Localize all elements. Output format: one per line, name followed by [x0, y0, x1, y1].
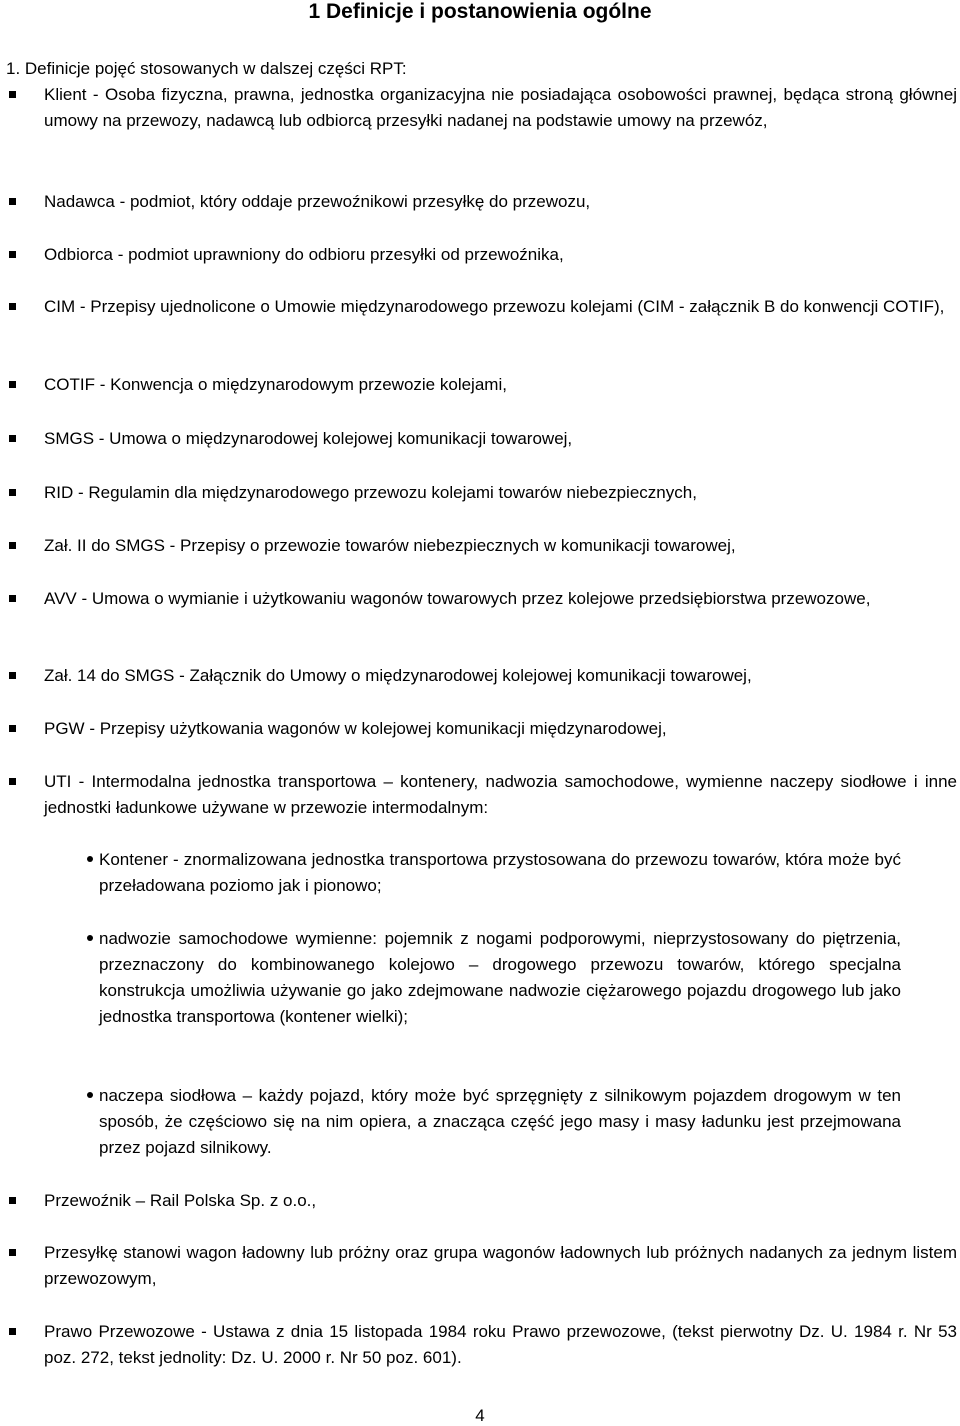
definition-item-nadawca	[44, 189, 957, 215]
square-bullet-icon	[9, 381, 16, 388]
definition-text: AVV - Umowa o wymianie i użytkowaniu wagonów towarowych przez kolejowe przedsiębiorstwa przewozowe,	[44, 589, 871, 608]
definition-item-cotif	[44, 372, 957, 398]
square-bullet-icon	[9, 725, 16, 732]
definition-text: Odbiorca - podmiot uprawniony do odbioru przesyłki od przewoźnika,	[44, 245, 564, 264]
square-bullet-icon	[9, 1328, 16, 1335]
definition-item-zal-14-smgs	[44, 663, 957, 689]
definitions-intro: 1. Definicje pojęć stosowanych w dalszej części RPT:	[6, 59, 407, 78]
definition-item-zal-ii-smgs	[44, 533, 957, 559]
definition-text: RID - Regulamin dla międzynarodowego przewozu kolejami towarów niebezpiecznych,	[44, 483, 697, 502]
definition-item-rid	[44, 480, 957, 506]
square-bullet-icon	[9, 251, 16, 258]
page-number: 4	[475, 1406, 485, 1425]
definition-text: CIM - Przepisy ujednolicone o Umowie międzynarodowego przewozu kolejami (CIM - załącznik B do konwencji COTIF),	[44, 297, 945, 316]
definition-text: Nadawca - podmiot, który oddaje przewoźnikowi przesyłkę do przewozu,	[44, 192, 591, 211]
definition-item-cim	[44, 294, 957, 320]
definition-text: UTI - Intermodalna jednostka transportowa – kontenery, nadwozia samochodowe, wymienne naczepy siodłowe i inne jednostki ładunkowe używane w przewozie intermodalnym:	[44, 772, 957, 817]
definition-item-prawo-przewozowe	[44, 1319, 957, 1371]
definition-text: Zał. 14 do SMGS - Załącznik do Umowy o międzynarodowej kolejowej komunikacji towarowej,	[44, 666, 752, 685]
definition-text: Przesyłkę stanowi wagon ładowny lub próżny oraz grupa wagonów ładownych lub próżnych nadanych za jednym listem przewozowym,	[44, 1243, 957, 1288]
round-bullet-icon	[87, 856, 93, 862]
section-heading: 1 Definicje i postanowienia ogólne	[308, 0, 652, 23]
definition-text: COTIF - Konwencja o międzynarodowym przewozie kolejami,	[44, 375, 507, 394]
subitem-text: nadwozie samochodowe wymienne: pojemnik z nogami podporowymi, nieprzystosowany do piętrzenia, przeznaczony do kombinowanego kolejowo – drogowego przewozu towarów, którego specjalna konstrukcja umożliwia używanie go jako zdejmowane nadwozie ciężarowego pojazdu drogowego lub jako jednostka transportowa (kontener wielki);	[99, 929, 901, 1026]
square-bullet-icon	[9, 595, 16, 602]
definition-text: SMGS - Umowa o międzynarodowej kolejowej komunikacji towarowej,	[44, 429, 573, 448]
square-bullet-icon	[9, 1197, 16, 1204]
subitem-text: Kontener - znormalizowana jednostka transportowa przystosowana do przewozu towarów, która może być przeładowana poziomo jak i pionowo;	[99, 850, 901, 895]
round-bullet-icon	[87, 935, 93, 941]
definition-text: Klient - Osoba fizyczna, prawna, jednostka organizacyjna nie posiadająca osobowości prawnej, będąca stroną głównej umowy na przewozy, nadawcą lub odbiorcą przesyłki nadanej na podstawie umowy na przewóz,	[44, 85, 957, 130]
square-bullet-icon	[9, 489, 16, 496]
definition-text: Przewoźnik – Rail Polska Sp. z o.o.,	[44, 1191, 317, 1210]
square-bullet-icon	[9, 303, 16, 310]
square-bullet-icon	[9, 198, 16, 205]
square-bullet-icon	[9, 542, 16, 549]
definition-item-odbiorca	[44, 242, 957, 268]
definition-text: PGW - Przepisy użytkowania wagonów w kolejowej komunikacji międzynarodowej,	[44, 719, 667, 738]
square-bullet-icon	[9, 778, 16, 785]
subitem-text: naczepa siodłowa – każdy pojazd, który może być sprzęgnięty z silnikowym pojazdem drogowym w ten sposób, że częściowo się na nim opiera, a znacząca część jego masy i masy ładunku jest przejmowana przez pojazd silnikowy.	[99, 1086, 901, 1157]
square-bullet-icon	[9, 1249, 16, 1256]
definition-item-przesylka	[44, 1240, 957, 1292]
uti-subitem-naczepa	[87, 1083, 901, 1161]
square-bullet-icon	[9, 91, 16, 98]
uti-subitem-kontener	[87, 847, 901, 899]
definition-item-przewoznik	[44, 1188, 957, 1214]
definition-text: Prawo Przewozowe - Ustawa z dnia 15 listopada 1984 roku Prawo przewozowe, (tekst pierwotny Dz. U. 1984 r. Nr 53 poz. 272, tekst jednolity: Dz. U. 2000 r. Nr 50 poz. 601).	[44, 1322, 957, 1367]
definition-item-smgs	[44, 426, 957, 452]
square-bullet-icon	[9, 435, 16, 442]
definition-item-uti	[44, 769, 957, 821]
definition-text: Zał. II do SMGS - Przepisy o przewozie towarów niebezpiecznych w komunikacji towarowej,	[44, 536, 736, 555]
square-bullet-icon	[9, 672, 16, 679]
definition-item-avv	[44, 586, 957, 612]
round-bullet-icon	[87, 1092, 93, 1098]
definition-item-klient	[44, 82, 957, 134]
definition-item-pgw	[44, 716, 957, 742]
uti-subitem-nadwozie	[87, 926, 901, 1030]
